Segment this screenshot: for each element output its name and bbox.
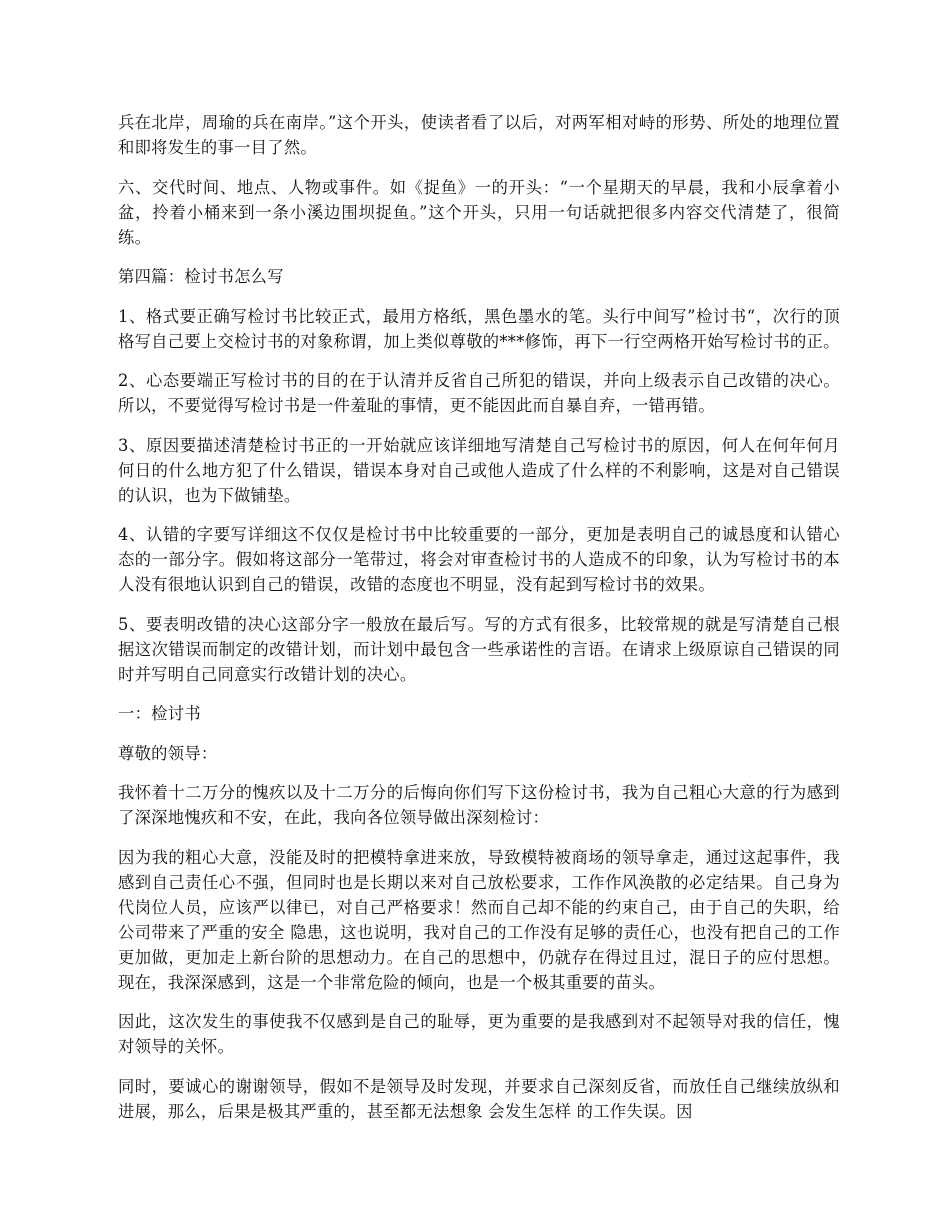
- paragraph: 因为我的粗心大意，没能及时的把模特拿进来放，导致模特被商场的领导拿走，通过这起事件，我感到自己责任心不强，但同时也是长期以来对自己放松要求，工作作风涣散的必定结果。自己身为代岗位人员，应该严以律已，对自己严格要求！然而自己却不能的约束自己，由于自己的失职，给公司带来了严重的安全 隐患，这也说明，我对自己的工作没有足够的责任心，也没有把自己的工作更加做，更加走上新台阶的思想动力。在自己的思想中，仍就存在得过且过，混日子的应付思想。现在，我深深感到，这是一个非常危险的倾向，也是一个极其重要的苗头。: [118, 847, 840, 992]
- letter-heading: 一：检讨书: [118, 704, 201, 723]
- document-body: [118, 110, 840, 1138]
- paragraph: 1、格式要正确写检讨书比较正式，最用方格纸，黑色墨水的笔。头行中间写”检讨书“，次行的顶格写自己要上交检讨书的对象称谓，加上类似尊敬的***修饰，再下一行空两格开始写检讨书的正。: [118, 306, 840, 351]
- paragraph: 六、交代时间、地点、人物或事件。如《捉鱼》一的开头：“一个星期天的早晨，我和小辰拿着小盆，拎着小桶来到一条小溪边围坝捉鱼。”这个开头，只用一句话就把很多内容交代清楚了，很简练。: [118, 177, 840, 247]
- paragraph: 同时，要诚心的谢谢领导，假如不是领导及时发现，并要求自己深刻反省，而放任自己继续放纵和进展，那么，后果是极其严重的，甚至都无法想象 会发生怎样 的工作失误。因: [118, 1076, 840, 1121]
- paragraph: 兵在北岸，周瑜的兵在南岸。”这个开头，使读者看了以后，对两军相对峙的形势、所处的地理位置和即将发生的事一目了然。: [118, 113, 840, 157]
- paragraph: 因此，这次发生的事使我不仅感到是自己的耻辱，更为重要的是我感到对不起领导对我的信任，愧对领导的关怀。: [118, 1012, 840, 1056]
- paragraph: 我怀着十二万分的愧疚以及十二万分的后悔向你们写下这份检讨书，我为自己粗心大意的行为感到了深深地愧疚和不安，在此，我向各位领导做出深刻检讨：: [118, 783, 840, 827]
- section-heading: 第四篇：检讨书怎么写: [118, 267, 284, 286]
- paragraph: 5、要表明改错的决心这部分字一般放在最后写。写的方式有很多，比较常规的就是写清楚自己根据这次错误而制定的改错计划，而计划中最包含一些承诺性的言语。在请求上级原谅自己错误的同时并写明自己同意实行改错计划的决心。: [118, 614, 840, 684]
- paragraph: 4、认错的字要写详细这不仅仅是检讨书中比较重要的一部分，更加是表明自己的诚恳度和认错心态的一部分字。假如将这部分一笔带过，将会对审查检讨书的人造成不的印象，认为写检讨书的本人没有很地认识到自己的错误，改错的态度也不明显，没有起到写检讨书的效果。: [118, 525, 840, 594]
- paragraph: 3、原因要描述清楚检讨书正的一开始就应该详细地写清楚自己写检讨书的原因，何人在何年何月何日的什么地方犯了什么错误，错误本身对自己或他人造成了什么样的不利影响，这是对自己错误的认识，也为下做铺垫。: [118, 435, 840, 505]
- paragraph: 2、心态要端正写检讨书的目的在于认清并反省自己所犯的错误，并向上级表示自己改错的决心。所以，不要觉得写检讨书是一件羞耻的事情，更不能因此而自暴自弃，一错再错。: [118, 371, 840, 415]
- salutation: 尊敬的领导：: [118, 743, 218, 763]
